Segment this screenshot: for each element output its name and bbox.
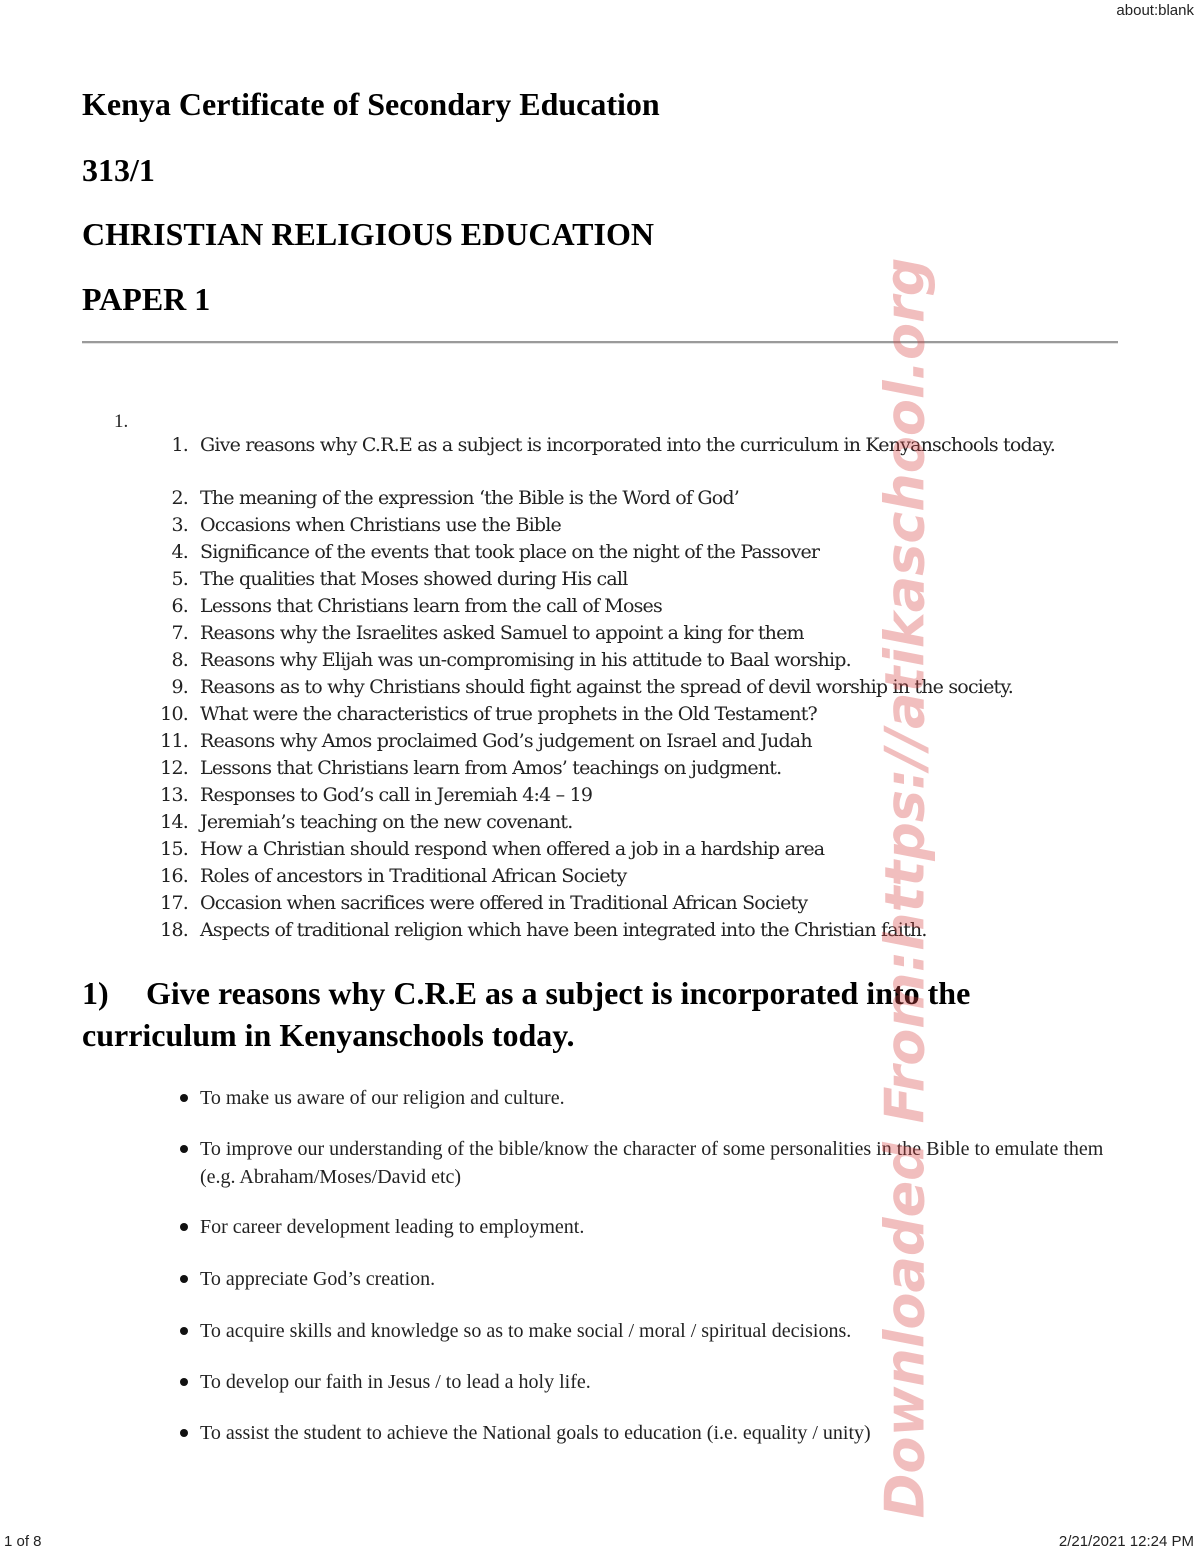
question-number: 3.	[171, 514, 188, 536]
section-number: 1)	[82, 975, 109, 1011]
answer-text: To assist the student to achieve the National goals to education (i.e. equality / unity)	[200, 1422, 871, 1444]
question-number: 10.	[160, 703, 188, 725]
question-text: How a Christian should respond when offered a job in a hardship area	[200, 838, 825, 860]
exam-title: Kenya Certificate of Secondary Education	[82, 86, 660, 122]
question-number: 12.	[160, 757, 188, 779]
question-number: 17.	[160, 892, 188, 914]
question-number: 9.	[171, 676, 188, 698]
question-text: Lessons that Christians learn from the call of Moses	[200, 595, 662, 617]
bullet-icon	[180, 1327, 188, 1335]
question-text: Aspects of traditional religion which have been integrated into the Christian faith.	[200, 919, 927, 941]
paper-code: 313/1	[82, 152, 155, 188]
question-item	[150, 432, 1150, 485]
question-text: Occasions when Christians use the Bible	[200, 514, 562, 536]
answer-item	[178, 1317, 1128, 1345]
horizontal-divider	[82, 341, 1118, 344]
question-number: 2.	[171, 487, 188, 509]
question-text: What were the characteristics of true prophets in the Old Testament?	[200, 703, 817, 725]
answer-item	[178, 1368, 1128, 1396]
question-text: Reasons why the Israelites asked Samuel to appoint a king for them	[200, 622, 804, 644]
question-item	[150, 755, 1150, 782]
question-number: 5.	[171, 568, 188, 590]
question-text: The meaning of the expression ‘the Bible is the Word of God’	[200, 487, 740, 509]
question-text: The qualities that Moses showed during His call	[200, 568, 628, 590]
answer-text: To make us aware of our religion and culture.	[200, 1087, 565, 1109]
question-text: Roles of ancestors in Traditional African Society	[200, 865, 627, 887]
question-item	[150, 539, 1150, 566]
question-item	[150, 890, 1150, 917]
question-number: 18.	[160, 919, 188, 941]
question-number: 14.	[160, 811, 188, 833]
question-number: 1.	[171, 434, 188, 456]
answer-text: To appreciate God’s creation.	[200, 1268, 436, 1290]
question-number: 11.	[160, 730, 188, 752]
answer-text: To improve our understanding of the bible/know the character of some personalities in the Bible to emulate them (e.g. Abraham/Moses/David etc)	[200, 1138, 1104, 1188]
bullet-icon	[180, 1094, 188, 1102]
question-text: Lessons that Christians learn from Amos’ teachings on judgment.	[200, 757, 782, 779]
answer-item	[178, 1419, 1128, 1447]
bullet-icon	[180, 1223, 188, 1231]
subject-title: CHRISTIAN RELIGIOUS EDUCATION	[82, 216, 654, 252]
question-item	[150, 674, 1150, 701]
section-heading-text: Give reasons why C.R.E as a subject is incorporated into the curriculum in Kenyanschools today.	[82, 975, 971, 1053]
question-number: 7.	[171, 622, 188, 644]
question-text: Give reasons why C.R.E as a subject is incorporated into the curriculum in Kenyanschools today.	[200, 434, 1056, 456]
bullet-icon	[180, 1145, 188, 1153]
answer-item	[178, 1084, 1128, 1112]
question-number: 15.	[160, 838, 188, 860]
question-text: Occasion when sacrifices were offered in Traditional African Society	[200, 892, 808, 914]
question-text: Reasons why Elijah was un-compromising in his attitude to Baal worship.	[200, 649, 851, 671]
question-item	[150, 809, 1150, 836]
paper-number: PAPER 1	[82, 281, 211, 317]
section-heading	[82, 972, 1132, 1056]
question-text: Reasons why Amos proclaimed God’s judgement on Israel and Judah	[200, 730, 812, 752]
question-item	[150, 836, 1150, 863]
question-item	[150, 620, 1150, 647]
download-watermark: Downloaded From:https://atikaschool.org	[873, 257, 937, 1519]
print-datetime: 2/21/2021 12:24 PM	[1058, 1533, 1194, 1550]
question-number: 8.	[171, 649, 188, 671]
answer-list	[178, 1084, 1128, 1447]
question-item	[150, 512, 1150, 539]
question-item	[150, 863, 1150, 890]
question-number: 13.	[160, 784, 188, 806]
question-item	[150, 593, 1150, 620]
answer-item	[178, 1135, 1128, 1191]
question-number: 16.	[160, 865, 188, 887]
question-item	[150, 647, 1150, 674]
answer-item	[178, 1265, 1128, 1293]
question-text: Significance of the events that took place on the night of the Passover	[200, 541, 820, 563]
answer-text: To develop our faith in Jesus / to lead a holy life.	[200, 1371, 591, 1393]
question-number: 6.	[171, 595, 188, 617]
browser-url: about:blank	[1116, 2, 1194, 19]
outer-list-number: 1.	[114, 411, 129, 432]
question-item	[150, 728, 1150, 755]
question-text: Reasons as to why Christians should fight against the spread of devil worship in the society.	[200, 676, 1013, 698]
bullet-icon	[180, 1429, 188, 1437]
answer-text: For career development leading to employment.	[200, 1216, 585, 1238]
question-item	[150, 701, 1150, 728]
bullet-icon	[180, 1275, 188, 1283]
page-indicator: 1 of 8	[4, 1533, 42, 1550]
question-text: Jeremiah’s teaching on the new covenant.	[200, 811, 573, 833]
question-item	[150, 485, 1150, 512]
question-item	[150, 917, 1150, 944]
question-list	[150, 432, 1150, 944]
question-text: Responses to God’s call in Jeremiah 4:4 – 19	[200, 784, 593, 806]
question-number: 4.	[171, 541, 188, 563]
question-item	[150, 566, 1150, 593]
answer-text: To acquire skills and knowledge so as to make social / moral / spiritual decisions.	[200, 1320, 852, 1342]
answer-item	[178, 1213, 1128, 1241]
question-item	[150, 782, 1150, 809]
bullet-icon	[180, 1378, 188, 1386]
